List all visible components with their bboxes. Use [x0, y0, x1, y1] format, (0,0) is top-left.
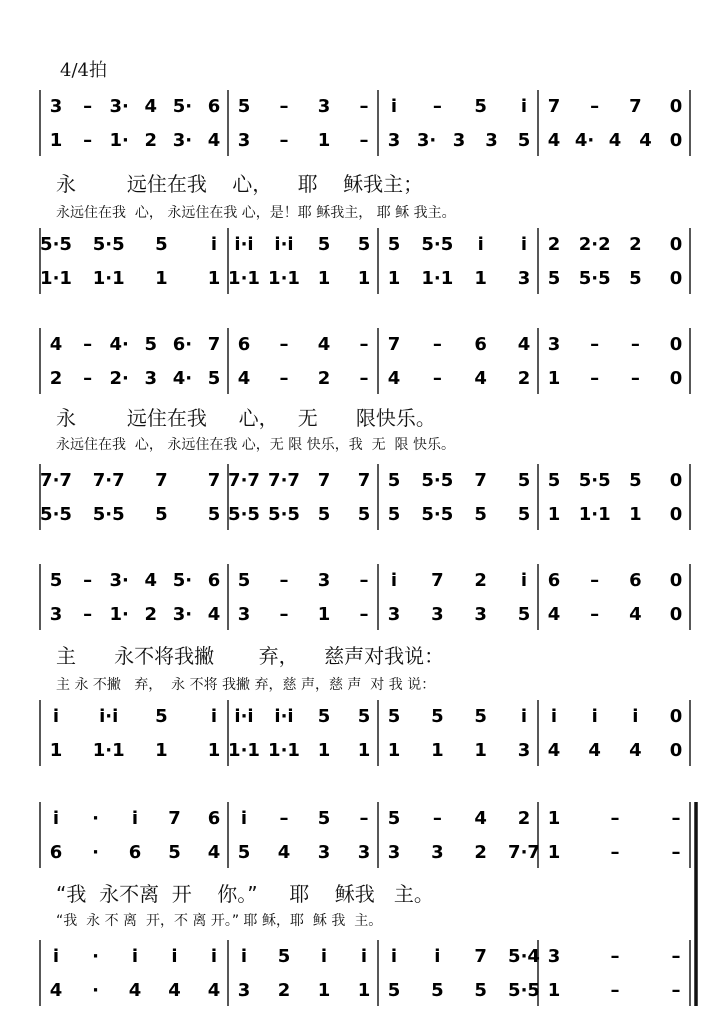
- note: 5·5: [421, 234, 454, 255]
- note: 1·1: [92, 268, 125, 289]
- note: 5·5: [40, 504, 72, 525]
- note: i: [240, 808, 248, 829]
- notation-row-lower-2-0: [53, 706, 682, 727]
- note: 5·5: [268, 504, 300, 525]
- note: –: [359, 96, 369, 117]
- note: 7: [207, 470, 221, 491]
- note: i: [591, 706, 598, 727]
- note: 3: [547, 946, 561, 967]
- note: 7·7: [40, 470, 72, 491]
- note: i: [390, 570, 398, 591]
- note: –: [83, 570, 93, 591]
- note: 1·1: [228, 740, 260, 761]
- note: –: [610, 842, 620, 863]
- note: 4: [629, 740, 642, 761]
- note: i: [632, 706, 639, 727]
- note: 5: [237, 96, 251, 117]
- note: 0: [669, 368, 683, 389]
- note: 0: [669, 268, 683, 289]
- note: –: [279, 604, 289, 625]
- note: –: [279, 130, 289, 151]
- note: 5: [207, 504, 221, 525]
- notation-row-lower-0-1: [40, 268, 682, 289]
- note: 5: [387, 504, 401, 525]
- note: 5: [474, 96, 487, 117]
- note: 6: [237, 334, 251, 355]
- note: 2: [474, 842, 487, 863]
- note: 5: [317, 808, 331, 829]
- note: 6: [207, 96, 221, 117]
- note: 4: [207, 604, 221, 625]
- note: 5: [49, 570, 63, 591]
- note: 4: [207, 842, 221, 863]
- time-signature: 4/4拍: [60, 60, 107, 81]
- note: 7·7: [508, 842, 540, 863]
- note: 1·1: [268, 740, 300, 761]
- note: 6: [629, 570, 642, 591]
- note: –: [590, 96, 600, 117]
- lyric-sub-4: “我 永 不 离 开，不 离 开。” 耶 稣，耶 稣 我 主。: [56, 913, 383, 929]
- note: –: [83, 368, 93, 389]
- note: 3·: [172, 604, 193, 625]
- note: i·i: [234, 234, 254, 255]
- note: 7: [357, 470, 371, 491]
- note: 0: [669, 130, 683, 151]
- note: 1: [317, 268, 331, 289]
- note: 4: [387, 368, 401, 389]
- note: 3·: [416, 130, 437, 151]
- note: 5: [387, 470, 401, 491]
- note: –: [83, 604, 93, 625]
- note: 6·: [172, 334, 193, 355]
- note: i: [240, 946, 248, 967]
- note: 4: [207, 980, 221, 1001]
- note: 2: [144, 604, 158, 625]
- note: i: [52, 808, 60, 829]
- note: i: [171, 946, 178, 967]
- note: 7: [387, 334, 401, 355]
- note: i: [210, 946, 218, 967]
- note: i: [477, 234, 484, 255]
- notation-row-upper-0-1: [50, 130, 683, 151]
- note: i: [520, 706, 528, 727]
- note: 6: [49, 842, 63, 863]
- note: 5: [547, 268, 561, 289]
- note: 0: [669, 504, 683, 525]
- note: 5·5: [40, 234, 72, 255]
- note: 3: [49, 96, 63, 117]
- note: i: [320, 946, 328, 967]
- note: –: [630, 334, 640, 355]
- note: –: [359, 334, 369, 355]
- notation-row-upper-2-0: [50, 570, 683, 591]
- note: 6: [207, 808, 221, 829]
- note: –: [610, 946, 620, 967]
- note: 3: [431, 842, 444, 863]
- note: 0: [669, 96, 683, 117]
- note: 6: [547, 570, 561, 591]
- note: 5: [517, 504, 531, 525]
- note: 4: [588, 740, 601, 761]
- note: 4: [207, 130, 221, 151]
- note: –: [359, 604, 369, 625]
- note: 6: [474, 334, 487, 355]
- note: 1: [357, 740, 371, 761]
- note: 1: [387, 740, 401, 761]
- note: 4: [49, 334, 63, 355]
- note: 1: [547, 808, 561, 829]
- notation-row-lower-2-1: [50, 740, 683, 761]
- note: i: [131, 808, 139, 829]
- note: 4: [639, 130, 652, 151]
- note: 7: [431, 570, 444, 591]
- notation-row-upper-2-1: [50, 604, 683, 625]
- notation-row-lower-1-1: [40, 504, 682, 525]
- note: 7·7: [92, 470, 125, 491]
- note: –: [671, 808, 681, 829]
- note: 1: [547, 368, 561, 389]
- note: i·i: [99, 706, 119, 727]
- note: 5: [168, 842, 181, 863]
- note: 4: [49, 980, 63, 1001]
- note: 1: [357, 268, 371, 289]
- note: 4: [547, 740, 561, 761]
- note: 4: [144, 570, 158, 591]
- note: 7: [474, 946, 487, 967]
- note: 1: [547, 504, 561, 525]
- note: 1: [387, 268, 401, 289]
- note: 1·1: [268, 268, 300, 289]
- note: 3: [431, 604, 444, 625]
- note: i: [390, 96, 398, 117]
- note: –: [671, 946, 681, 967]
- note: 2: [317, 368, 331, 389]
- note: 1·1: [228, 268, 260, 289]
- note: 4: [474, 808, 487, 829]
- note: 1: [357, 980, 371, 1001]
- note: –: [279, 808, 289, 829]
- lyric-sub-3: 主 永 不撇 弃， 永 不将 我撇 弃，慈 声，慈 声 对 我 说：: [56, 677, 436, 693]
- note: 2: [517, 808, 531, 829]
- note: 3: [517, 740, 531, 761]
- note: 3: [237, 980, 251, 1001]
- note: 1: [474, 740, 487, 761]
- note: 5: [629, 470, 642, 491]
- note: 5: [357, 706, 371, 727]
- note: 3: [317, 96, 331, 117]
- note: 5: [387, 980, 401, 1001]
- note: 5·5: [421, 504, 454, 525]
- note: 4·: [574, 130, 595, 151]
- note: 1·: [109, 604, 129, 625]
- note: 1: [49, 130, 63, 151]
- note: 5·: [172, 96, 193, 117]
- note: 4: [317, 334, 331, 355]
- note: 5: [317, 706, 331, 727]
- note: 1·1: [578, 504, 611, 525]
- lyric-main-4: “我 永不离 开 你。” 耶 稣我 主。: [56, 882, 434, 906]
- note: 5: [144, 334, 158, 355]
- note: 5: [387, 234, 401, 255]
- note: 5: [517, 604, 531, 625]
- note: 5: [387, 808, 401, 829]
- note: 0: [669, 334, 683, 355]
- note: 4: [128, 980, 142, 1001]
- note: –: [83, 96, 93, 117]
- note: 2: [49, 368, 63, 389]
- note: 4: [629, 604, 642, 625]
- notation-row-lower-1-0: [40, 470, 682, 491]
- note: 3: [547, 334, 561, 355]
- note: –: [279, 334, 289, 355]
- note: 1: [547, 842, 561, 863]
- note: 1·1: [40, 268, 72, 289]
- note: i: [131, 946, 139, 967]
- note: 1: [317, 980, 331, 1001]
- note: –: [610, 980, 620, 1001]
- note: –: [590, 334, 600, 355]
- note: 7·7: [228, 470, 260, 491]
- lyric-main-2: 永 远住在我 心， 无 限快乐。: [56, 406, 436, 430]
- note: 0: [669, 234, 683, 255]
- note: i: [52, 946, 60, 967]
- note: –: [432, 334, 442, 355]
- note: 3·: [109, 96, 129, 117]
- note: 2: [547, 234, 561, 255]
- note: 5: [517, 470, 531, 491]
- note: 5·5: [578, 268, 611, 289]
- note: ·: [92, 808, 99, 829]
- note: –: [359, 368, 369, 389]
- note: 5·4: [508, 946, 540, 967]
- note: 5: [317, 504, 331, 525]
- note: 1: [629, 504, 642, 525]
- note: 0: [669, 604, 683, 625]
- note: 7: [168, 808, 181, 829]
- note: 5: [357, 234, 371, 255]
- note: 3: [317, 570, 331, 591]
- notation-row-lower-0-0: [40, 234, 682, 255]
- note: 3: [357, 842, 371, 863]
- note: –: [279, 368, 289, 389]
- note: ·: [92, 842, 99, 863]
- notation-row-lower-3-0: [53, 946, 681, 967]
- note: 7·7: [268, 470, 300, 491]
- note: 3: [485, 130, 498, 151]
- note: 1: [317, 604, 331, 625]
- note: 5: [237, 570, 251, 591]
- note: 1·1: [421, 268, 454, 289]
- note: 5: [207, 368, 221, 389]
- note: 1·: [109, 130, 129, 151]
- note: 3: [387, 130, 401, 151]
- note: 1: [431, 740, 444, 761]
- note: –: [671, 980, 681, 1001]
- note: 5·5: [228, 504, 260, 525]
- note: 3: [387, 842, 401, 863]
- note: 4: [547, 604, 561, 625]
- note: –: [359, 808, 369, 829]
- note: 1: [547, 980, 561, 1001]
- note: 3: [452, 130, 466, 151]
- note: 7: [155, 470, 168, 491]
- note: 4: [608, 130, 622, 151]
- note: 0: [669, 470, 683, 491]
- note: i: [520, 570, 528, 591]
- note: 4: [237, 368, 251, 389]
- note: 5·5: [578, 470, 611, 491]
- note: 4: [547, 130, 561, 151]
- note: 2: [629, 234, 642, 255]
- note: 0: [669, 706, 683, 727]
- note: 5·5: [421, 470, 454, 491]
- note: 2: [277, 980, 291, 1001]
- note: –: [432, 808, 442, 829]
- note: –: [671, 842, 681, 863]
- note: 2: [144, 130, 158, 151]
- note: 4: [144, 96, 158, 117]
- note: i: [360, 946, 368, 967]
- notation-row-upper-1-0: [50, 334, 683, 355]
- note: 0: [669, 740, 683, 761]
- note: 5: [547, 470, 561, 491]
- lyric-main-3: 主 永不将我撇 弃， 慈声对我说：: [56, 644, 445, 668]
- note: 2: [474, 570, 487, 591]
- note: i·i: [274, 706, 294, 727]
- note: 5·5: [92, 234, 125, 255]
- notation-row-lower-3-1: [50, 980, 681, 1001]
- note: 7: [474, 470, 487, 491]
- note: 1: [207, 740, 221, 761]
- note: –: [359, 570, 369, 591]
- note: i: [210, 706, 218, 727]
- note: –: [590, 604, 600, 625]
- note: 5: [431, 706, 444, 727]
- note: i: [550, 706, 558, 727]
- note: 2·2: [578, 234, 611, 255]
- note: 5: [357, 504, 371, 525]
- note: 7: [317, 470, 331, 491]
- note: 1: [317, 740, 331, 761]
- note: 1: [474, 268, 487, 289]
- note: 3: [517, 268, 531, 289]
- note: i: [52, 706, 60, 727]
- note: 1: [207, 268, 221, 289]
- note: 7: [207, 334, 221, 355]
- notation-row-upper-3-1: [50, 842, 681, 863]
- note: 4: [277, 842, 291, 863]
- note: 3: [387, 604, 401, 625]
- note: 5·5: [92, 504, 125, 525]
- notation-row-upper-0-0: [50, 96, 683, 117]
- note: 5: [517, 130, 531, 151]
- note: –: [590, 368, 600, 389]
- note: i·i: [274, 234, 294, 255]
- note: 0: [669, 570, 683, 591]
- note: –: [610, 808, 620, 829]
- note: i: [434, 946, 441, 967]
- note: 7: [629, 96, 642, 117]
- note: 5: [474, 980, 487, 1001]
- note: 5: [155, 706, 168, 727]
- note: 5: [237, 842, 251, 863]
- note: 4: [474, 368, 487, 389]
- note: 3: [237, 130, 251, 151]
- note: 4: [168, 980, 181, 1001]
- note: 1·1: [92, 740, 125, 761]
- note: 4: [517, 334, 531, 355]
- note: 5: [387, 706, 401, 727]
- note: 5·: [172, 570, 193, 591]
- note: 5: [155, 234, 168, 255]
- note: –: [630, 368, 640, 389]
- note: 1: [155, 268, 168, 289]
- note: 5: [317, 234, 331, 255]
- note: 7: [547, 96, 561, 117]
- note: 4·: [109, 334, 129, 355]
- note: –: [590, 570, 600, 591]
- note: 1: [317, 130, 331, 151]
- note: –: [359, 130, 369, 151]
- note: ·: [92, 946, 99, 967]
- lyric-main-1: 永 远住在我 心， 耶 稣我主；: [56, 172, 424, 196]
- note: 5: [474, 504, 487, 525]
- note: i: [390, 946, 398, 967]
- note: 3·: [109, 570, 129, 591]
- note: –: [432, 368, 442, 389]
- note: 5: [431, 980, 444, 1001]
- note: i: [210, 234, 218, 255]
- note: 6: [207, 570, 221, 591]
- lyric-sub-2: 永远住在我 心， 永远住在我 心，无 限 快乐，我 无 限 快乐。: [56, 437, 455, 453]
- note: –: [279, 96, 289, 117]
- note: 5: [629, 268, 642, 289]
- note: –: [432, 96, 442, 117]
- note: –: [83, 130, 93, 151]
- note: 6: [128, 842, 142, 863]
- note: 3: [144, 368, 158, 389]
- note: 2·: [109, 368, 129, 389]
- note: 3: [237, 604, 251, 625]
- note: 3: [49, 604, 63, 625]
- note: 4·: [172, 368, 193, 389]
- note: –: [83, 334, 93, 355]
- note: 5: [155, 504, 168, 525]
- note: –: [279, 570, 289, 591]
- note: 5: [474, 706, 487, 727]
- note: i: [520, 234, 528, 255]
- note: ·: [92, 980, 99, 1001]
- notation-row-upper-3-0: [53, 808, 681, 829]
- note: 5·5: [508, 980, 540, 1001]
- note: i·i: [234, 706, 254, 727]
- note: 3·: [172, 130, 193, 151]
- note: 5: [277, 946, 291, 967]
- note: 3: [474, 604, 487, 625]
- note: i: [520, 96, 528, 117]
- notation-row-upper-1-1: [50, 368, 683, 389]
- note: 3: [317, 842, 331, 863]
- lyric-sub-1: 永远住在我 心， 永远住在我 心，是！耶 稣我主， 耶 稣 我主。: [56, 205, 456, 221]
- note: 2: [517, 368, 531, 389]
- note: 1: [49, 740, 63, 761]
- note: 1: [155, 740, 168, 761]
